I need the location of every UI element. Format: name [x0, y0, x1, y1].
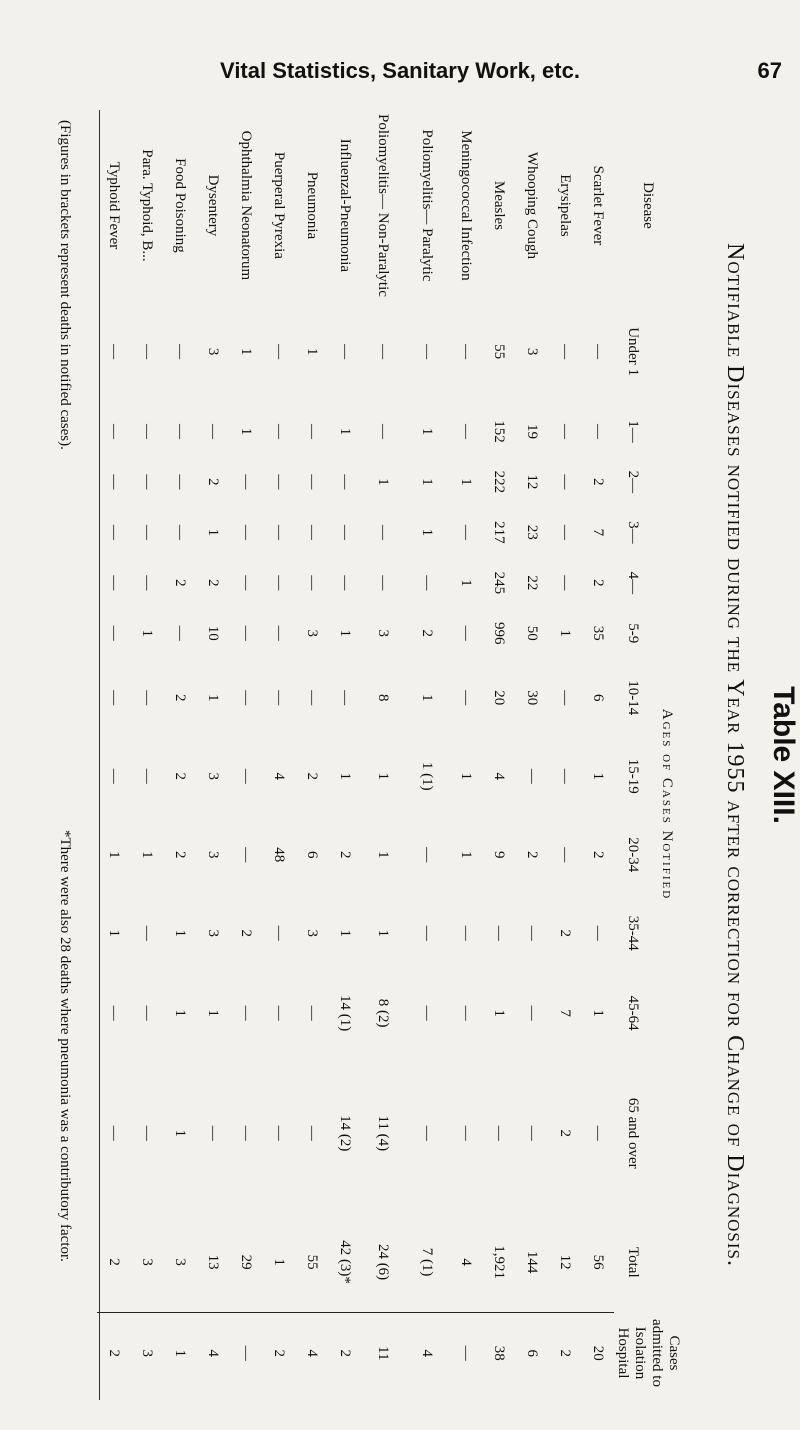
cases-admitted-cell: 4 [419, 1349, 436, 1357]
age-cell: 1 [337, 629, 353, 638]
disease-name: Typhoid Fever [106, 161, 122, 250]
age-cell: 1 (1) [419, 761, 436, 791]
age-cell: 1 [491, 1009, 507, 1017]
age-cell: — [238, 690, 254, 706]
age-cell: 217 [491, 521, 507, 544]
age-cell: 1 [337, 929, 353, 938]
age-cell: 22 [524, 575, 540, 591]
age-cell: — [106, 690, 122, 706]
age-cell: — [271, 423, 287, 439]
age-cell: — [106, 423, 122, 439]
age-cell: 2 [557, 929, 573, 938]
age-cell: 1 [172, 929, 188, 938]
age-cell: 7 [590, 528, 606, 537]
age-header: 1— [625, 420, 642, 443]
total-cell: 13 [196, 1213, 229, 1312]
total-cell: 12 [548, 1213, 581, 1312]
age-cell: — [590, 344, 606, 360]
age-cell: 50 [524, 625, 540, 641]
age-cell: 2 [172, 694, 188, 702]
total-cell: 55 [295, 1213, 328, 1312]
age-cell: 3 [205, 772, 221, 781]
age-cell: — [337, 474, 353, 490]
footnote-star: *There were also 28 deaths where pneumonia was a contributory factor. [57, 830, 73, 1262]
age-cell: 2 [524, 851, 540, 859]
table-row [515, 114, 548, 1394]
age-cell: 3 [304, 629, 320, 638]
disease-name: Meningococcal Infection [458, 130, 474, 281]
age-cell: — [337, 575, 353, 591]
cases-admitted-cell: 2 [337, 1349, 353, 1357]
disease-name: Measles [491, 180, 507, 231]
age-header: 2— [625, 470, 642, 494]
age-cell: — [524, 1125, 540, 1141]
age-cell: 9 [491, 851, 507, 859]
age-header: 3— [625, 521, 642, 544]
age-cell: — [139, 524, 155, 540]
age-cell: — [304, 1005, 320, 1021]
total-cell: 144 [515, 1213, 548, 1312]
age-cell: 1 [205, 694, 221, 702]
age-cell: 1 [337, 772, 353, 781]
table-row [328, 114, 361, 1394]
age-cell: 3 [375, 629, 392, 638]
age-cell: 1 [458, 579, 474, 587]
age-cell: — [590, 1125, 606, 1141]
age-cell: 3 [524, 347, 540, 356]
age-header: 45-64 [625, 995, 642, 1031]
age-cell: 3 [304, 929, 320, 938]
age-cell: — [139, 575, 155, 591]
age-cell: — [106, 474, 122, 490]
age-cell: — [238, 1005, 254, 1021]
age-cell: — [375, 344, 392, 360]
age-cell: 1 [458, 851, 474, 859]
age-cell: — [557, 768, 573, 784]
age-header: 20-34 [625, 837, 642, 873]
age-cell: — [304, 474, 320, 490]
age-cell: — [106, 1005, 122, 1021]
age-cell: — [172, 625, 188, 641]
age-cell: 7 [557, 1009, 573, 1017]
age-cell: 1 [375, 929, 392, 938]
age-cell: 11 (4) [375, 1115, 392, 1152]
age-cell: — [139, 1005, 155, 1021]
age-cell: — [419, 847, 436, 863]
age-cell: 3 [205, 929, 221, 938]
age-cell: 2 [590, 579, 606, 587]
running-title: Vital Statistics, Sanitary Work, etc. [220, 58, 580, 83]
age-cell: — [139, 690, 155, 706]
age-cell: 2 [172, 851, 188, 859]
disease-name: Dysentery [205, 174, 221, 237]
total-cell: 1 [262, 1213, 295, 1312]
age-cell: — [491, 1125, 507, 1141]
table-row [229, 114, 262, 1394]
total-cell: 3 [130, 1213, 163, 1312]
age-cell: 1 [590, 1009, 606, 1017]
age-cell: 1 [139, 851, 155, 859]
age-cell: 3 [205, 851, 221, 859]
total-cell: 1,921 [482, 1213, 515, 1312]
cases-admitted-cell: 4 [205, 1349, 221, 1357]
page-header [0, 58, 800, 88]
age-cell: — [238, 474, 254, 490]
age-cell: 245 [491, 571, 507, 595]
disease-name: Whooping Cough [524, 151, 540, 259]
age-cell: 152 [491, 420, 507, 443]
table-heading [704, 110, 800, 1400]
age-cell: — [106, 1125, 122, 1141]
age-cell: — [304, 524, 320, 540]
age-cell: — [172, 423, 188, 439]
cases-admitted-cell: — [238, 1345, 254, 1361]
age-cell: — [458, 1005, 474, 1021]
table-row [581, 114, 614, 1394]
age-header: 35-44 [625, 915, 642, 951]
age-cell: — [139, 474, 155, 490]
age-header: 65 and over [625, 1097, 642, 1169]
age-cell: 1 [458, 478, 474, 486]
age-cell: — [205, 423, 221, 439]
age-cell: 55 [491, 344, 507, 360]
age-cell: — [271, 625, 287, 641]
cases-admitted-header: Cases admitted to Isolation Hospital [615, 1319, 682, 1387]
age-cell: 12 [524, 474, 540, 490]
age-cell: — [271, 524, 287, 540]
disease-column-header: Disease [640, 182, 657, 229]
age-cell: 2 [172, 772, 188, 781]
age-cell: 996 [491, 622, 507, 645]
age-cell: — [271, 474, 287, 490]
cases-admitted-cell: 1 [172, 1349, 188, 1357]
cases-admitted-cell: 38 [491, 1345, 507, 1361]
age-cell: 23 [524, 524, 540, 540]
age-cell: 1 [205, 1009, 221, 1017]
table-row [130, 114, 163, 1394]
table-label: Table XIII. [767, 686, 800, 824]
age-cell: 1 [238, 427, 254, 436]
age-cell: 2 [205, 579, 221, 587]
footnote-brackets: (Figures in brackets represent deaths in notified cases). [57, 120, 73, 450]
age-cell: 6 [590, 694, 606, 702]
table-row [405, 114, 449, 1394]
age-header: Under 1 [625, 327, 642, 376]
age-cell: 1 [419, 478, 436, 486]
age-cell: — [557, 575, 573, 591]
age-cell: 1 [337, 427, 353, 436]
age-cell: — [419, 1125, 436, 1141]
age-cell: — [458, 344, 474, 360]
table-row [295, 114, 328, 1394]
age-cell: 1 [419, 427, 436, 436]
age-cell: — [419, 575, 436, 591]
age-cell: — [238, 524, 254, 540]
age-cell: — [458, 1125, 474, 1141]
cases-admitted-cell: 20 [590, 1345, 606, 1361]
age-cell: 14 (1) [337, 995, 353, 1032]
age-cell: — [172, 344, 188, 360]
age-cell: — [458, 423, 474, 439]
disease-name: Poliomyelitis— Non-Paralytic [375, 114, 392, 297]
age-cell: — [419, 1005, 436, 1021]
age-cell: 2 [205, 478, 221, 486]
age-cell: — [524, 925, 540, 941]
age-cell: 2 [590, 478, 606, 486]
disease-name: Scarlet Fever [590, 165, 606, 246]
age-cell: — [590, 423, 606, 439]
age-cell: — [557, 690, 573, 706]
age-header: 5-9 [625, 623, 642, 644]
age-cell: — [238, 847, 254, 863]
age-cell: — [337, 690, 353, 706]
age-cell: — [590, 925, 606, 941]
age-cell: — [304, 690, 320, 706]
total-cell: 3 [163, 1213, 196, 1312]
age-cell: — [139, 768, 155, 784]
age-cell: — [557, 344, 573, 360]
total-cell: 7 (1) [405, 1213, 449, 1312]
age-cell: 1 [304, 347, 320, 356]
table-row [361, 114, 405, 1394]
cases-admitted-cell: 11 [375, 1346, 392, 1361]
age-cell: 2 [557, 1129, 573, 1137]
page-number: 67 [757, 58, 782, 83]
age-cell: — [557, 847, 573, 863]
age-cell: 3 [205, 347, 221, 356]
age-cell: 1 [375, 851, 392, 859]
age-cell: — [271, 1125, 287, 1141]
age-cell: 1 [106, 929, 122, 938]
age-header-total: Total [625, 1247, 642, 1278]
age-cell: 1 [375, 772, 392, 781]
age-cell: 1 [205, 528, 221, 537]
age-cell: — [139, 1125, 155, 1141]
cases-admitted-cell: 2 [557, 1349, 573, 1357]
table-row [163, 114, 196, 1394]
age-cell: 30 [524, 690, 540, 706]
age-cell: — [458, 690, 474, 706]
age-cell: 1 [557, 629, 573, 638]
age-cell: 14 (2) [337, 1115, 353, 1152]
disease-name: Puerperal Pyrexia [271, 151, 287, 259]
age-cell: — [304, 575, 320, 591]
total-cell: 29 [229, 1213, 262, 1312]
age-cell: 1 [238, 347, 254, 356]
age-cell: — [304, 1125, 320, 1141]
age-header: 4— [625, 571, 642, 595]
age-cell: — [271, 575, 287, 591]
age-cell: — [458, 524, 474, 540]
disease-name: Pneumonia [304, 171, 320, 240]
cases-admitted-cell: 6 [524, 1349, 540, 1357]
age-cell: 1 [139, 629, 155, 638]
table-row [449, 114, 482, 1394]
age-cell: — [172, 474, 188, 490]
age-cell: 2 [172, 579, 188, 587]
age-cell: 2 [590, 851, 606, 859]
age-cell: — [172, 524, 188, 540]
age-cell: 2 [337, 851, 353, 859]
disease-name: Influenzal-Pneumonia [337, 138, 353, 273]
age-cell: 222 [491, 470, 507, 494]
age-cell: — [337, 344, 353, 360]
age-cell: 8 [375, 694, 392, 702]
age-cell: 8 (2) [375, 998, 392, 1028]
age-cell: — [139, 344, 155, 360]
age-cell: 1 [375, 478, 392, 486]
age-cell: — [524, 768, 540, 784]
disease-name: Food Poisoning [172, 158, 188, 253]
age-cell: — [106, 575, 122, 591]
age-cell: — [271, 1005, 287, 1021]
age-cell: — [106, 524, 122, 540]
table-row [97, 114, 130, 1394]
age-cell: — [419, 344, 436, 360]
age-cell: 2 [419, 629, 436, 638]
age-cell: — [337, 524, 353, 540]
age-cell: 1 [106, 851, 122, 859]
age-cell: 2 [304, 772, 320, 781]
age-cell: — [557, 524, 573, 540]
total-cell: 56 [581, 1213, 614, 1312]
age-cell: — [238, 575, 254, 591]
age-cell: — [375, 524, 392, 540]
age-cell: — [205, 1125, 221, 1141]
rotated-table-region [10, 110, 800, 1400]
age-cell: — [458, 625, 474, 641]
age-cell: — [491, 925, 507, 941]
age-cell: — [106, 768, 122, 784]
age-cell: 6 [304, 851, 320, 859]
cases-admitted-cell: — [458, 1345, 474, 1361]
notifiable-diseases-table [97, 114, 682, 1394]
cases-admitted-cell: 2 [106, 1349, 122, 1357]
age-cell: 20 [491, 690, 507, 706]
age-cell: 19 [524, 423, 540, 439]
age-cell: 48 [271, 847, 287, 863]
age-cell: — [106, 625, 122, 641]
total-cell: 4 [449, 1213, 482, 1312]
age-cell: 2 [238, 929, 254, 938]
age-cell: — [238, 768, 254, 784]
age-cell: 4 [271, 772, 287, 781]
age-cell: — [375, 423, 392, 439]
table-row [196, 114, 229, 1394]
age-cell: — [238, 1125, 254, 1141]
table-row [548, 114, 581, 1394]
footnote-divider [99, 110, 100, 1400]
age-cell: — [557, 474, 573, 490]
cases-admitted-cell: 3 [139, 1349, 155, 1357]
age-cell: — [271, 690, 287, 706]
age-cell: — [139, 925, 155, 941]
age-cell: — [375, 575, 392, 591]
table-body [97, 114, 614, 1394]
age-cell: — [271, 925, 287, 941]
age-cell: 1 [419, 694, 436, 702]
ages-group-header: Ages of Cases Notified [659, 708, 676, 901]
disease-name: Para. Typhoid, B... [139, 149, 155, 262]
age-cell: 1 [172, 1009, 188, 1017]
age-cell: — [106, 344, 122, 360]
table-row [262, 114, 295, 1394]
total-cell: 24 (6) [361, 1213, 405, 1312]
total-cell: 2 [97, 1213, 130, 1312]
age-cell: 1 [458, 772, 474, 781]
age-cell: — [458, 925, 474, 941]
disease-name: Erysipelas [557, 174, 573, 237]
age-cell: 1 [590, 772, 606, 781]
age-cell: — [557, 423, 573, 439]
age-cell: — [238, 625, 254, 641]
age-cell: — [304, 423, 320, 439]
cases-admitted-cell: 2 [271, 1349, 287, 1357]
age-cell: 1 [419, 528, 436, 537]
age-cell: — [139, 423, 155, 439]
age-cell: — [419, 925, 436, 941]
total-cell: 42 (3)* [328, 1213, 361, 1312]
age-cell: 1 [172, 1129, 188, 1137]
age-header: 10-14 [625, 680, 642, 716]
cases-admitted-cell: 4 [304, 1349, 320, 1357]
table-caption: Notifiable Diseases notified during the Year 1955 after correction for Change of Diagnosis. [722, 243, 748, 1267]
age-cell: — [271, 344, 287, 360]
disease-name: Poliomyelitis— Paralytic [419, 129, 436, 282]
age-cell: 35 [590, 625, 606, 641]
disease-name: Ophthalmia Neonatorum [238, 130, 254, 281]
age-cell: 10 [205, 625, 221, 641]
table-row [482, 114, 515, 1394]
age-header: 15-19 [625, 758, 642, 794]
age-header-row [614, 114, 652, 1394]
age-cell: — [524, 1005, 540, 1021]
age-cell: 4 [491, 772, 507, 781]
